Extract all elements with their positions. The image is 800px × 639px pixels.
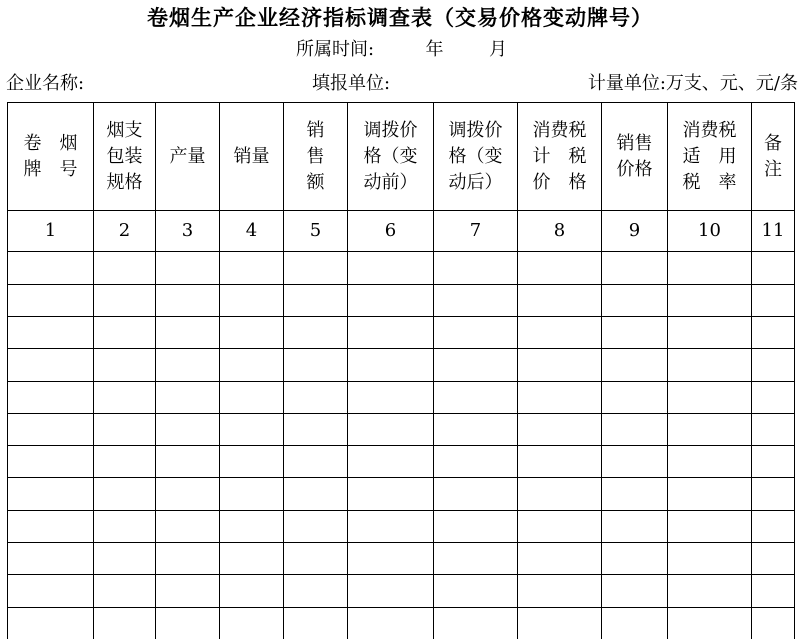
entry-cell[interactable]: [668, 575, 752, 607]
entry-cell[interactable]: [8, 349, 94, 381]
entry-cell[interactable]: [752, 413, 795, 445]
col-number: 3: [156, 211, 220, 252]
measurement-unit-label: 计量单位:万支、元、元/条: [587, 73, 798, 94]
entry-cell[interactable]: [668, 381, 752, 413]
entry-cell[interactable]: [156, 446, 220, 478]
entry-cell[interactable]: [94, 413, 156, 445]
entry-cell[interactable]: [348, 446, 434, 478]
entry-cell[interactable]: [94, 446, 156, 478]
entry-cell[interactable]: [94, 607, 156, 639]
entry-cell[interactable]: [752, 478, 795, 510]
table-row: [8, 446, 795, 478]
filler-unit-label: 填报单位:: [312, 73, 391, 94]
entry-cell[interactable]: [434, 575, 518, 607]
col-number: 5: [284, 211, 348, 252]
entry-cell[interactable]: [94, 349, 156, 381]
table-row: [8, 478, 795, 510]
entry-cell[interactable]: [94, 543, 156, 575]
entry-cell[interactable]: [434, 413, 518, 445]
entry-cell[interactable]: [434, 252, 518, 284]
entry-cell[interactable]: [348, 575, 434, 607]
entry-cell[interactable]: [8, 381, 94, 413]
entry-cell[interactable]: [284, 284, 348, 316]
entry-cell[interactable]: [284, 381, 348, 413]
entry-cell[interactable]: [668, 446, 752, 478]
table-row: [8, 349, 795, 381]
col-number: 4: [220, 211, 284, 252]
entry-cell[interactable]: [8, 478, 94, 510]
entry-cell[interactable]: [94, 284, 156, 316]
entry-cell[interactable]: [668, 284, 752, 316]
entry-cell[interactable]: [434, 381, 518, 413]
entry-cell[interactable]: [434, 543, 518, 575]
col-header-brand: 卷 烟 牌 号: [8, 103, 94, 211]
entry-cell[interactable]: [156, 607, 220, 639]
entry-cell[interactable]: [434, 349, 518, 381]
entry-cell[interactable]: [752, 575, 795, 607]
col-number: 11: [752, 211, 795, 252]
col-number: 6: [348, 211, 434, 252]
entry-cell[interactable]: [8, 316, 94, 348]
entry-cell[interactable]: [348, 510, 434, 542]
entry-cell[interactable]: [518, 510, 602, 542]
table-row: [8, 510, 795, 542]
entry-cell[interactable]: [8, 510, 94, 542]
entry-cell[interactable]: [434, 284, 518, 316]
entry-cell[interactable]: [156, 316, 220, 348]
entry-cell[interactable]: [668, 316, 752, 348]
entry-cell[interactable]: [94, 478, 156, 510]
entry-cell[interactable]: [602, 446, 668, 478]
entry-cell[interactable]: [156, 510, 220, 542]
entry-cell[interactable]: [668, 252, 752, 284]
entry-cell[interactable]: [94, 252, 156, 284]
entry-cell[interactable]: [94, 381, 156, 413]
entry-cell[interactable]: [518, 607, 602, 639]
entry-cell[interactable]: [668, 543, 752, 575]
entry-cell[interactable]: [518, 413, 602, 445]
entry-cell[interactable]: [348, 349, 434, 381]
col-header-tax-rate: 消费税 适 用 税 率: [668, 103, 752, 211]
form-title: 卷烟生产企业经济指标调查表（交易价格变动牌号）: [147, 6, 653, 30]
entry-cell[interactable]: [518, 543, 602, 575]
entry-cell[interactable]: [8, 543, 94, 575]
entry-cell[interactable]: [602, 478, 668, 510]
entry-cell[interactable]: [220, 316, 284, 348]
entry-cell[interactable]: [156, 478, 220, 510]
entry-cell[interactable]: [284, 349, 348, 381]
entry-cell[interactable]: [220, 543, 284, 575]
entry-cell[interactable]: [348, 607, 434, 639]
entry-cell[interactable]: [602, 252, 668, 284]
entry-cell[interactable]: [284, 607, 348, 639]
col-number: 9: [602, 211, 668, 252]
company-name-label: 企业名称:: [6, 73, 85, 94]
entry-cell[interactable]: [156, 252, 220, 284]
entry-cell[interactable]: [94, 316, 156, 348]
entry-cell[interactable]: [8, 446, 94, 478]
col-header-tax-base-price: 消费税 计 税 价 格: [518, 103, 602, 211]
entry-cell[interactable]: [602, 381, 668, 413]
entry-cell[interactable]: [602, 413, 668, 445]
header-row: [8, 103, 795, 211]
entry-cell[interactable]: [156, 381, 220, 413]
col-header-price-before: 调拨价 格（变 动前）: [348, 103, 434, 211]
entry-cell[interactable]: [156, 413, 220, 445]
entry-cell[interactable]: [602, 607, 668, 639]
table-row: [8, 607, 795, 639]
entry-cell[interactable]: [602, 575, 668, 607]
entry-cell[interactable]: [284, 316, 348, 348]
entry-cell[interactable]: [602, 543, 668, 575]
entry-cell[interactable]: [284, 446, 348, 478]
entry-cell[interactable]: [156, 284, 220, 316]
entry-cell[interactable]: [752, 543, 795, 575]
entry-cell[interactable]: [220, 575, 284, 607]
entry-cell[interactable]: [434, 446, 518, 478]
entry-cell[interactable]: [94, 510, 156, 542]
period-year: 年: [425, 39, 444, 60]
entry-cell[interactable]: [284, 252, 348, 284]
entry-cell[interactable]: [348, 478, 434, 510]
col-header-sales-amount: 销 售 额: [284, 103, 348, 211]
entry-cell[interactable]: [668, 413, 752, 445]
period-label: 所属时间:: [296, 39, 375, 60]
entry-cell[interactable]: [284, 478, 348, 510]
entry-cell[interactable]: [434, 607, 518, 639]
entry-cell[interactable]: [156, 575, 220, 607]
entry-cell[interactable]: [284, 543, 348, 575]
entry-cell[interactable]: [348, 381, 434, 413]
entry-cell[interactable]: [752, 510, 795, 542]
entry-cell[interactable]: [518, 349, 602, 381]
entry-cell[interactable]: [752, 607, 795, 639]
col-number: 7: [434, 211, 518, 252]
entry-cell[interactable]: [156, 349, 220, 381]
col-header-price-after: 调拨价 格（变 动后）: [434, 103, 518, 211]
entry-cell[interactable]: [284, 510, 348, 542]
entry-cell[interactable]: [668, 478, 752, 510]
entry-cell[interactable]: [668, 607, 752, 639]
entry-cell[interactable]: [284, 413, 348, 445]
col-number: 10: [668, 211, 752, 252]
entry-cell[interactable]: [348, 252, 434, 284]
entry-cell[interactable]: [752, 349, 795, 381]
entry-cell[interactable]: [284, 575, 348, 607]
entry-cell[interactable]: [668, 510, 752, 542]
entry-cell[interactable]: [518, 284, 602, 316]
col-header-output: 产量: [156, 103, 220, 211]
entry-cell[interactable]: [518, 381, 602, 413]
table-row: [8, 252, 795, 284]
table-row: [8, 381, 795, 413]
entry-cell[interactable]: [752, 381, 795, 413]
entry-cell[interactable]: [348, 413, 434, 445]
entry-cell[interactable]: [348, 284, 434, 316]
entry-cell[interactable]: [602, 316, 668, 348]
survey-table: [7, 102, 795, 639]
entry-cell[interactable]: [156, 543, 220, 575]
col-header-pack-spec: 烟支 包装 规格: [94, 103, 156, 211]
entry-cell[interactable]: [752, 316, 795, 348]
entry-cell[interactable]: [518, 252, 602, 284]
entry-cell[interactable]: [220, 252, 284, 284]
column-number-row: [8, 211, 795, 252]
table-row: [8, 575, 795, 607]
col-number: 8: [518, 211, 602, 252]
entry-cell[interactable]: [220, 478, 284, 510]
entry-cell[interactable]: [518, 478, 602, 510]
entry-cell[interactable]: [8, 607, 94, 639]
entry-cell[interactable]: [220, 284, 284, 316]
col-number: 2: [94, 211, 156, 252]
entry-cell[interactable]: [434, 510, 518, 542]
table-row: [8, 284, 795, 316]
period-month: 月: [489, 39, 508, 60]
table-row: [8, 413, 795, 445]
entry-cell[interactable]: [602, 284, 668, 316]
entry-cell[interactable]: [518, 316, 602, 348]
entry-cell[interactable]: [518, 575, 602, 607]
entry-cell[interactable]: [752, 252, 795, 284]
entry-cell[interactable]: [348, 543, 434, 575]
entry-cell[interactable]: [220, 413, 284, 445]
entry-cell[interactable]: [8, 284, 94, 316]
entry-cell[interactable]: [94, 575, 156, 607]
entry-cell[interactable]: [518, 446, 602, 478]
entry-cell[interactable]: [220, 381, 284, 413]
entry-cell[interactable]: [220, 607, 284, 639]
entry-cell[interactable]: [220, 349, 284, 381]
entry-cell[interactable]: [348, 316, 434, 348]
table-row: [8, 316, 795, 348]
entry-cell[interactable]: [8, 252, 94, 284]
entry-cell[interactable]: [434, 316, 518, 348]
col-header-sale-price: 销售 价格: [602, 103, 668, 211]
entry-cell[interactable]: [8, 575, 94, 607]
entry-cell[interactable]: [220, 446, 284, 478]
entry-cell[interactable]: [752, 284, 795, 316]
entry-cell[interactable]: [220, 510, 284, 542]
entry-cell[interactable]: [8, 413, 94, 445]
col-header-sales-volume: 销量: [220, 103, 284, 211]
entry-cell[interactable]: [602, 510, 668, 542]
entry-cell[interactable]: [434, 478, 518, 510]
table-row: [8, 543, 795, 575]
entry-cell[interactable]: [602, 349, 668, 381]
col-header-remarks: 备 注: [752, 103, 795, 211]
reporting-period: [296, 35, 507, 61]
entry-cell[interactable]: [752, 446, 795, 478]
entry-cell[interactable]: [668, 349, 752, 381]
col-number: 1: [8, 211, 94, 252]
